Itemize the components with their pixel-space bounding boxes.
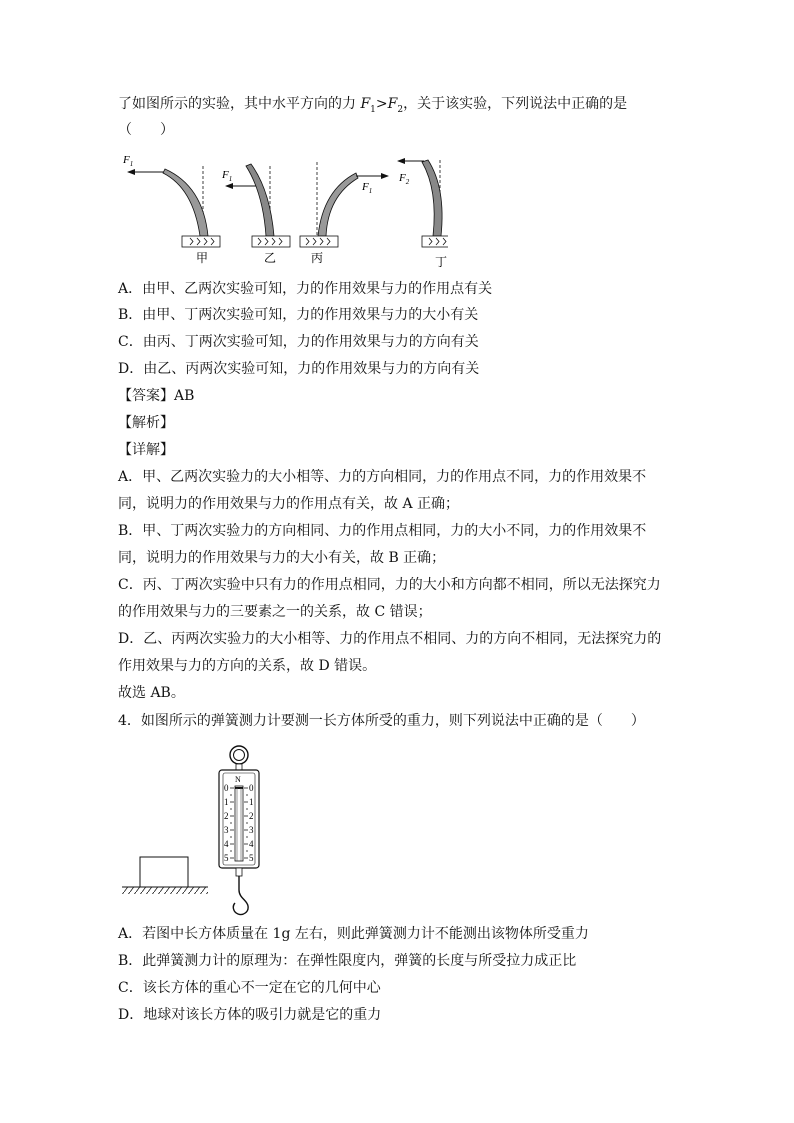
scale-right-0: 0 <box>249 783 254 793</box>
q3-conclusion: 故选 AB。 <box>118 685 185 701</box>
figure-ding <box>398 160 448 269</box>
q3-option-b: B．由甲、丁两次实验可知，力的作用效果与力的大小有关 <box>118 307 479 323</box>
figure-label-bing: 丙 <box>311 251 324 265</box>
q3-explanation-line: B．甲、丁两次实验力的方向相同、力的作用点相同，力的大小不同，力的作用效果不 <box>118 523 647 539</box>
q3-explanation-line: 作用效果与力的方向的关系，故 D 错误。 <box>118 658 377 674</box>
figure-label-ding: 丁 <box>435 255 448 269</box>
q3-analysis-heading: 【解析】 <box>118 415 174 431</box>
scale-left-3: 3 <box>224 825 229 835</box>
scale-right-2: 2 <box>249 811 254 821</box>
q3-option-d: D．由乙、丙两次实验可知，力的作用效果与力的方向有关 <box>118 361 480 377</box>
force-label-yi: $F_1$ <box>222 169 233 183</box>
unit-label: N <box>235 775 241 784</box>
q4-option-b: B．此弹簧测力计的原理为：在弹性限度内，弹簧的长度与所受拉力成正比 <box>118 953 577 969</box>
q3-stem: 了如图所示的实验，其中水平方向的力 $F_1>F_2$，关于该实验，下列说法中正确的是 <box>118 96 628 115</box>
q4-figure <box>118 740 278 918</box>
force-label-jia: $F_1$ <box>123 154 134 168</box>
force-label-ding: $F_2$ <box>399 172 410 186</box>
scale-right-1: 1 <box>249 797 254 807</box>
q4-stem: 4．如图所示的弹簧测力计要测一长方体所受的重力，则下列说法中正确的是（ ） <box>118 713 645 729</box>
q3-detail-heading: 【详解】 <box>118 442 174 458</box>
q3-explanation-line: D．乙、丙两次实验力的大小相等、力的作用点不相同、力的方向不相同，无法探究力的 <box>118 631 662 647</box>
scale-right-4: 4 <box>249 839 254 849</box>
figure-bing <box>300 162 388 265</box>
scale-left-4: 4 <box>224 839 229 849</box>
ground-surface <box>122 887 208 894</box>
q3-explanation-line: C．丙、丁两次实验中只有力的作用点相同，力的大小和方向都不相同，所以无法探究力 <box>118 577 661 593</box>
q4-option-d: D．地球对该长方体的吸引力就是它的重力 <box>118 1007 382 1023</box>
q3-explanation-line: 同，说明力的作用效果与力的大小有关，故 B 正确； <box>118 550 446 566</box>
figure-label-yi: 乙 <box>264 251 277 265</box>
spring-scale <box>219 746 259 915</box>
q3-answer: 【答案】AB <box>118 388 195 404</box>
q3-figure <box>118 148 448 272</box>
q4-option-a: A．若图中长方体质量在 1g 左右，则此弹簧测力计不能测出该物体所受重力 <box>118 926 589 942</box>
rectangular-block <box>140 857 188 887</box>
q3-explanation-line: 同，说明力的作用效果与力的作用点有关，故 A 正确； <box>118 496 460 512</box>
q3-explanation-line: A．甲、乙两次实验力的大小相等、力的方向相同，力的作用点不同，力的作用效果不 <box>118 469 647 485</box>
q3-option-c: C．由丙、丁两次实验可知，力的作用效果与力的方向有关 <box>118 334 479 350</box>
figure-yi <box>221 164 290 265</box>
figure-label-jia: 甲 <box>196 251 209 265</box>
scale-right-5: 5 <box>249 853 254 863</box>
q4-option-c: C．该长方体的重心不一定在它的几何中心 <box>118 980 381 996</box>
figure-jia <box>122 154 220 265</box>
force-label-bing: $F_1$ <box>362 181 373 195</box>
q3-answer-blank: （ ） <box>118 122 174 138</box>
scale-left-5: 5 <box>224 853 229 863</box>
q3-explanation-line: 的作用效果与力的三要素之一的关系，故 C 错误； <box>118 604 432 620</box>
scale-left-1: 1 <box>224 797 229 807</box>
scale-left-0: 0 <box>224 783 229 793</box>
scale-right-3: 3 <box>249 825 254 835</box>
q3-option-a: A．由甲、乙两次实验可知，力的作用效果与力的作用点有关 <box>118 281 493 297</box>
scale-left-2: 2 <box>224 811 229 821</box>
